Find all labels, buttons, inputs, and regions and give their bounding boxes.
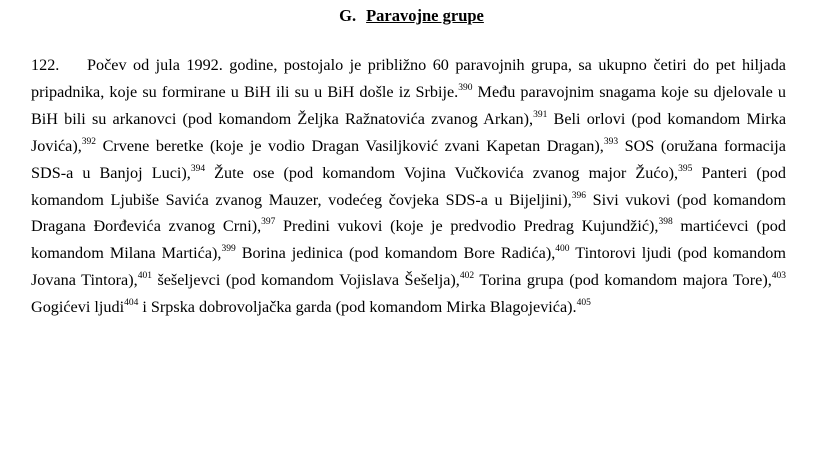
footnote-ref: 402 (459, 271, 475, 282)
paragraph-text: Počev od jula 1992. godine, postojalo je približno 60 paravojnih grupa, sa ukupno četiri do pet hiljada pripadnika, koje su formirane u BiH ili su u BiH došle iz Srbije. (31, 56, 786, 101)
footnote-ref: 393 (603, 136, 619, 147)
paragraph-body (31, 56, 786, 316)
paragraph (31, 52, 786, 321)
paragraph-text: Žute ose (pod komandom Vojina Vučkovića zvanog major Žućo), (205, 163, 679, 182)
paragraph-number: 122. (31, 56, 60, 74)
footnote-ref: 397 (261, 217, 276, 228)
paragraph-text: Među paravojnim snagama koje su djelovale u BiH bili su arkanovci (pod komandom Željka Ražnatovića zvanog Arkan), (31, 82, 786, 128)
paragraph-text: SOS (oružana formacija SDS-a u Banjoj Luci), (31, 136, 786, 182)
paragraph-text: šešeljevci (pod komandom Vojislava Šešelja), (151, 271, 460, 290)
paragraph-text: Predini vukovi (koje je predvodio Predrag Kujundžić), (275, 217, 659, 236)
section-title: Paravojne grupe (366, 6, 484, 25)
footnote-ref: 398 (658, 217, 673, 228)
paragraph-text: Sivi vukovi (pod komandom Dragana Đorđevića zvanog Crni), (31, 190, 786, 236)
section-heading (0, 5, 823, 27)
paragraph-text: Panteri (pod komandom Ljubiše Savića zvanog Mauzer, vodećeg čovjeka SDS-a u Bijeljini), (31, 163, 786, 209)
footnote-ref: 395 (678, 163, 693, 174)
footnote-ref: 390 (458, 82, 473, 93)
paragraph-text: martićevci (pod komandom Milana Martića), (31, 217, 786, 263)
section-letter: G. (339, 6, 357, 25)
footnote-ref: 404 (124, 298, 139, 309)
paragraph-text: Tintorovi ljudi (pod komandom Jovana Tintora), (31, 244, 786, 290)
paragraph-text: Crvene beretke (koje je vodio Dragan Vasiljković zvani Kapetan Dragan), (96, 136, 604, 155)
footnote-ref: 396 (571, 190, 586, 201)
footnote-ref: 394 (190, 163, 206, 174)
footnote-ref: 392 (81, 136, 97, 147)
paragraph-text: Torina grupa (pod komandom majora Tore), (474, 271, 772, 290)
footnote-ref: 401 (137, 271, 152, 282)
footnote-ref: 400 (555, 244, 570, 255)
footnote-ref: 391 (533, 109, 548, 120)
paragraph-text: Borina jedinica (pod komandom Bore Radića), (235, 244, 556, 263)
paragraph-text: Beli orlovi (pod komandom Mirka Jovića), (31, 109, 787, 155)
footnote-ref: 405 (576, 298, 591, 309)
footnote-ref: 403 (771, 271, 787, 282)
footnote-ref: 399 (221, 244, 236, 255)
paragraph-text: Gogićevi ljudi (31, 298, 125, 317)
paragraph-text: i Srpska dobrovoljačka garda (pod komandom Mirka Blagojevića). (138, 298, 577, 317)
